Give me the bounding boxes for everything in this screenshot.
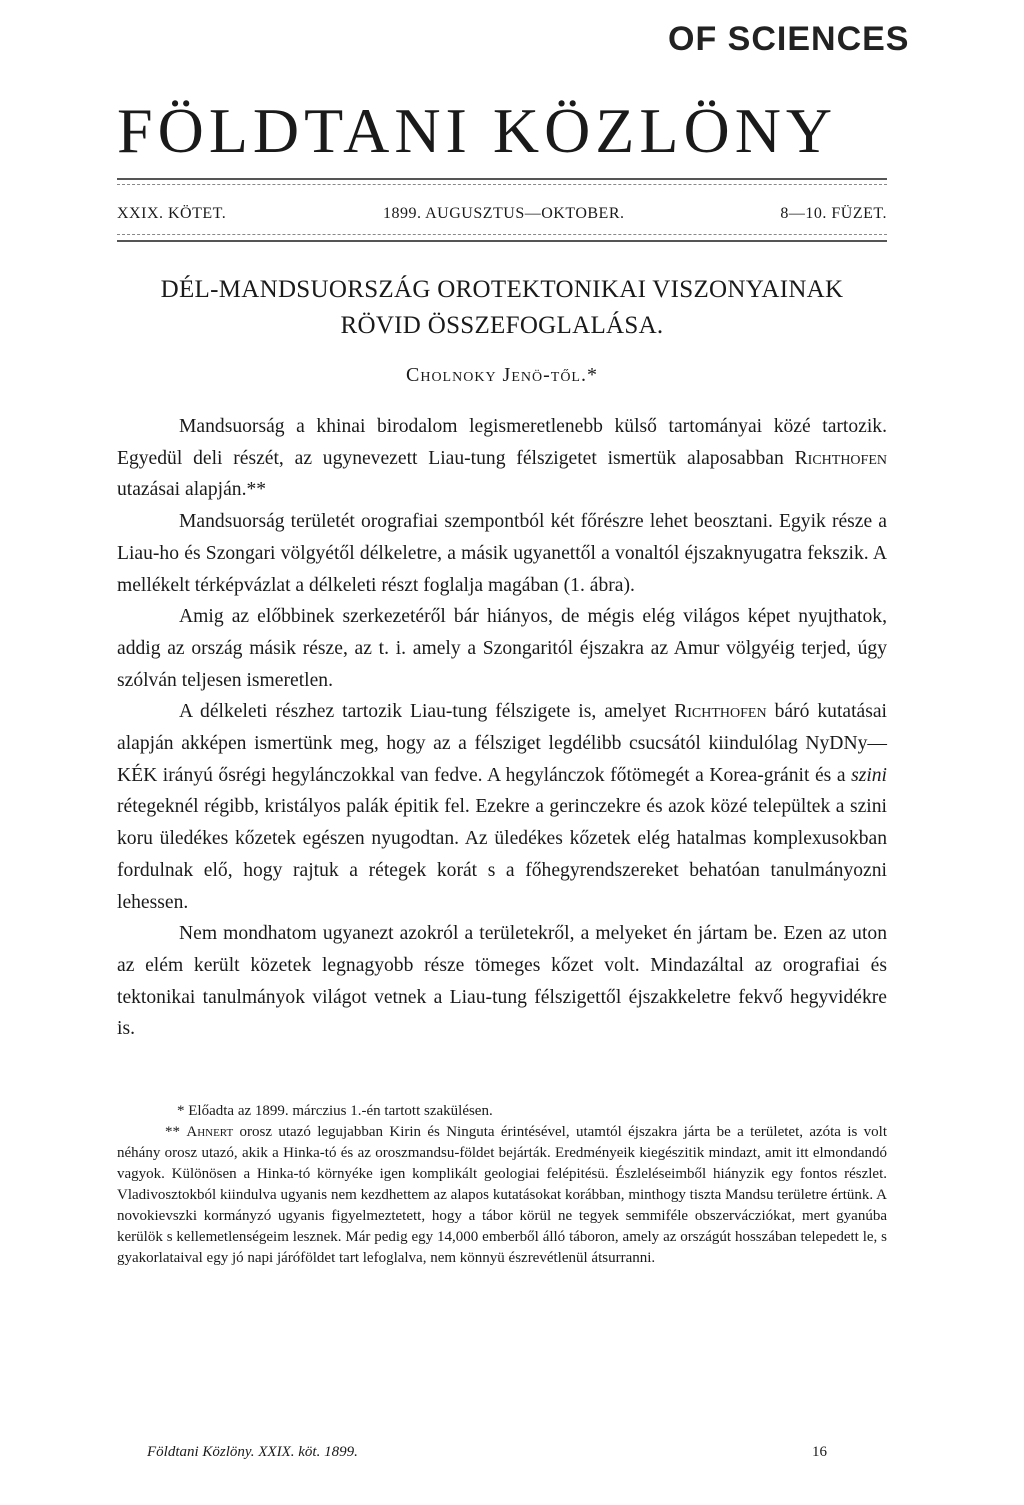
journal-title: FÖLDTANI KÖZLÖNY <box>117 95 838 166</box>
footnote-1: * Előadta az 1899. márczius 1.-én tartott szakülésen. <box>177 1103 493 1119</box>
person-name: Ahnert <box>186 1124 234 1140</box>
article-title-line-2: RÖVID ÖSSZEFOGLALÁSA. <box>340 312 664 339</box>
header-rule-bottom-thin <box>117 234 887 235</box>
page-footer <box>117 1440 887 1464</box>
footnotes <box>117 1101 887 1269</box>
person-name: Richthofen <box>794 447 887 469</box>
library-stamp: OF SCIENCES <box>668 20 910 58</box>
paragraph-4: A délkeleti részhez tartozik Liau-tung félszigete is, amelyet Richthofen báró kutatásai alapján akképen ismertünk meg, hogy az a félsziget legdélibb csucsától kiindulólag NyDNy—KÉK irányú ősrégi hegylánczokkal van fedve. A hegylánczok főtömegét a Korea-gránit és a szini rétegeknél régibb, kristályos palák épitik fel. Ezekre a gerinczekre és azok közé települtek a szini koru üledékes kőzetek egészen nyugodtan. Az üledékes kőzetek elég hatalmas komplexusokban fordulnak elő, hogy rajtuk a rétegek korát s a főhegyrendszereket behatóan tanulmányozni lehessen. <box>117 701 887 913</box>
paragraph-1: Mandsuorság a khinai birodalom legismeretlenebb külső tartományai közé tartozik. Egyedül deli részét, az ugynevezett Liau-tung félszigetet ismertük alaposabban Richthofen utazásai alapján.** <box>117 416 887 501</box>
issue-date: 1899. AUGUSZTUS—OKTOBER. <box>383 205 625 222</box>
header-rule-bottom <box>117 240 887 242</box>
article-title-line-1: DÉL-MANDSUORSZÁG OROTEKTONIKAI VISZONYAINAK <box>160 276 844 303</box>
page-number: 16 <box>812 1444 827 1460</box>
paragraph-3: Amig az előbbinek szerkezetéről bár hiányos, de mégis elég világos képet nyujthatok, addig az ország másik része, az t. i. amely a Szongaritól éjszakra az Amur völgyéig terjed, úgy szólván teljesen ismeretlen. <box>117 606 887 691</box>
header-rule-top-thin <box>117 184 887 185</box>
issue-number: 8—10. FÜZET. <box>780 205 887 222</box>
header-rule-top <box>117 178 887 180</box>
issue-line <box>117 203 887 225</box>
footnote-2: ** Ahnert orosz utazó legujabban Kirin és Ninguta érintésével, utamtól éjszakra járta be a területet, azóta is volt néhány orosz utazó, akik a Hinka-tó és az oroszmandsu-földet bejárták. Eredményeik kiegészitik mindazt, amit itt elmondandó vagyok. Különösen a Hinka-tó környéke igen komplikált geologiai felépitésü. Észleléseimből hiányzik egy fontos részlet. Vladivosztokból kiindulva ugyanis nem kezdhettem az alapos kutatásokat korábban, minthogy tiszta Mandsu területre értünk. A novokievszki kormányzó ugyanis figyelmeztetett, hogy a tábor körül ne tegyek semmiféle obszervácziókat, mert gyanúba kerülök s kellemetlenségeim lesznek. Már pedig egy 14,000 emberből álló táboron, amely az országút hosszában telepedett le, s gyakorlataival egy jó napi járóföldet tart lefoglalva, nem könnyü észrevétlenül átsurranni. <box>117 1124 888 1266</box>
paragraph-2: Mandsuorság területét orografiai szempontból két főrészre lehet beosztani. Egyik része a Liau-ho és Szongari völgyétől délkeletre, a másik ugyanettől a vonaltól éjszaknyugatra fekszik. A mellékelt térképvázlat a délkeleti részt foglalja magában (1. ábra). <box>117 511 887 596</box>
article-body <box>117 411 887 1045</box>
issue-volume: XXIX. KÖTET. <box>117 205 227 222</box>
italic-term: szini <box>851 764 887 786</box>
paragraph-5: Nem mondhatom ugyanezt azokról a területekről, a melyeket én jártam be. Ezen az uton az elém került közetek legnagyobb része tömeges kőzet volt. Mindazáltal az orografiai és tektonikai tanulmányok világot vetnek a Liau-tung félszigettől éjszakkeletre fekvő hegyvidékre is. <box>117 923 887 1040</box>
footer-source: Földtani Közlöny. XXIX. köt. 1899. <box>147 1444 358 1460</box>
article-title <box>117 272 887 344</box>
person-name: Richthofen <box>674 701 767 723</box>
article-author: Cholnoky Jenö-től.* <box>406 364 598 386</box>
